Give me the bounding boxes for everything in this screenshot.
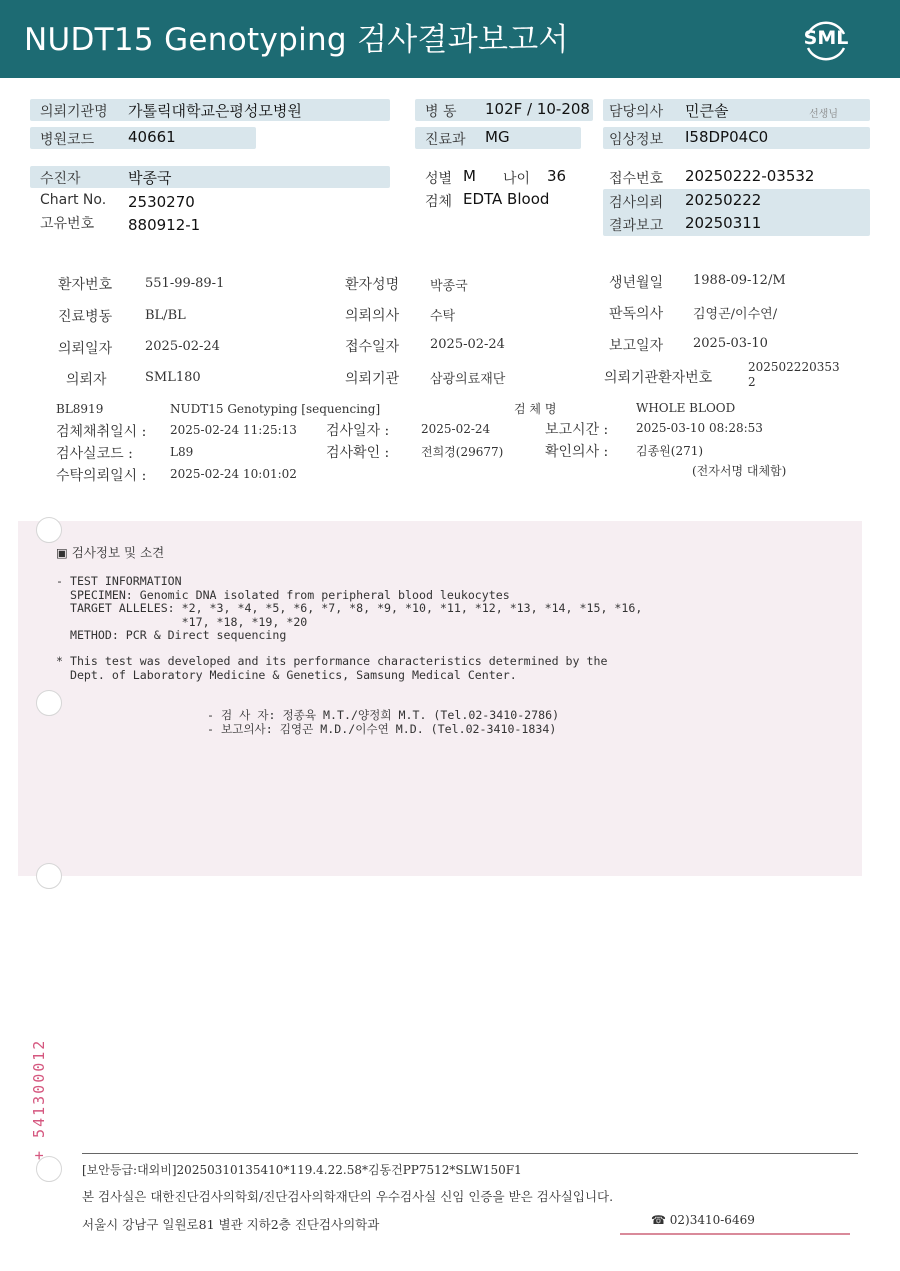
patient-value: 박종국: [128, 169, 172, 187]
age-value: 36: [547, 167, 567, 185]
sml-logo: [800, 14, 852, 66]
confdoc-value: 김종원(271): [636, 444, 704, 458]
findings-line-1: SPECIMEN: Genomic DNA isolated from peripheral blood leukocytes: [56, 587, 510, 602]
recdate-value: 2025-02-24: [430, 337, 505, 352]
chart-label: Chart No.: [40, 192, 107, 208]
ward-value: 102F / 10-208: [485, 100, 590, 118]
reqdoc-label: 의뢰의사: [345, 308, 400, 324]
request-label: 검사의뢰: [609, 195, 664, 211]
findings-staff-0: - 검 사 자: 정종육 M.T./양정희 M.T. (Tel.02-3410-2786): [207, 708, 560, 722]
requester-label: 의뢰자: [66, 372, 107, 388]
result-label: 결과보고: [609, 218, 664, 234]
test-code: BL8919: [56, 402, 104, 416]
result-value: 20250311: [685, 214, 762, 232]
dob-label: 생년월일: [609, 275, 664, 291]
footer-accent-line: [620, 1233, 850, 1235]
patient-pill: [30, 166, 390, 188]
clinical-value: I58DP04C0: [685, 128, 769, 146]
age-label: 나이: [503, 171, 531, 187]
ward2-label: 진료병동: [58, 309, 113, 325]
footer-address: 서울시 강남구 일원로81 별관 지하2층 진단검사의학과: [82, 1217, 380, 1232]
collect-value: 2025-02-24 11:25:13: [170, 423, 297, 437]
confirm-value: 전희경(29677): [421, 445, 504, 459]
esign-note: (전자서명 대체함): [692, 464, 787, 478]
doctor-value: 민큰솔: [685, 102, 729, 120]
orgpid-value-line2: 2: [748, 375, 756, 389]
collect-label: 검체채취일시 :: [56, 424, 147, 440]
labcode-label: 검사실코드 :: [56, 446, 133, 462]
patient-label: 수진자: [40, 171, 81, 187]
pid-label: 환자번호: [58, 277, 113, 293]
unique-value: 880912-1: [128, 216, 201, 234]
consign-label: 수탁의뢰일시 :: [56, 468, 147, 484]
confirm-label: 검사확인 :: [326, 445, 390, 461]
reqdoc-value: 수탁: [430, 309, 456, 324]
org-label: 의뢰기관명: [40, 104, 108, 120]
repdate-label: 보고일자: [609, 338, 664, 354]
reqorg-label: 의뢰기관: [345, 371, 400, 387]
findings-note-0: * This test was developed and its performance characteristics determined by the: [56, 654, 608, 668]
request-value: 20250222: [685, 191, 762, 209]
testdate-value: 2025-02-24: [421, 422, 491, 436]
receipt-value: 20250222-03532: [685, 167, 815, 185]
dept-value: MG: [485, 128, 510, 146]
reqdate-label: 의뢰일자: [58, 341, 113, 357]
consign-value: 2025-02-24 10:01:02: [170, 467, 297, 481]
labcode-value: L89: [170, 445, 194, 459]
findings-staff-1: - 보고의사: 김영곤 M.D./이수연 M.D. (Tel.02-3410-1834): [207, 721, 557, 736]
side-barcode-number: + 541300012: [30, 1038, 48, 1160]
findings-line-2: TARGET ALLELES: *2, *3, *4, *5, *6, *7, *8, *9, *10, *11, *12, *13, *14, *15, *16,: [56, 601, 643, 615]
testdate-label: 검사일자 :: [326, 423, 390, 439]
footer-security: [보안등급:대외비]20250310135410*119.4.22.58*김동건PP7512*SLW150F1: [82, 1163, 522, 1177]
specimen-name-label: 검 체 명: [514, 402, 557, 416]
doctor-suffix: 선생님: [809, 109, 838, 120]
reqorg-value: 삼광의료재단: [430, 372, 506, 387]
findings-note-1: Dept. of Laboratory Medicine & Genetics, Samsung Medical Center.: [56, 667, 517, 682]
chart-value: 2530270: [128, 193, 195, 211]
punch-hole: [36, 517, 62, 543]
repdate-value: 2025-03-10: [693, 336, 768, 351]
ward2-value: BL/BL: [145, 308, 186, 323]
footer-divider: [82, 1153, 858, 1154]
dept-label: 진료과: [425, 132, 466, 148]
pname-label: 환자성명: [345, 277, 400, 293]
reqdate-value: 2025-02-24: [145, 339, 220, 354]
clinical-label: 임상정보: [609, 132, 664, 148]
sex-value: M: [463, 167, 476, 185]
recdate-label: 접수일자: [345, 339, 400, 355]
readdoc-value: 김영곤/이수연/: [693, 307, 778, 322]
unique-label: 고유번호: [40, 216, 95, 232]
punch-hole: [36, 690, 62, 716]
specimen-value: EDTA Blood: [463, 190, 550, 208]
readdoc-label: 판독의사: [609, 306, 664, 322]
findings-line-4: METHOD: PCR & Direct sequencing: [56, 628, 287, 642]
pname-value: 박종국: [430, 279, 468, 294]
footer-phone: ☎ 02)3410-6469: [651, 1213, 755, 1227]
requester-value: SML180: [145, 370, 201, 385]
findings-line-3: *17, *18, *19, *20: [56, 614, 308, 629]
findings-line-0: - TEST INFORMATION: [56, 574, 182, 588]
code-value: 40661: [128, 128, 176, 146]
receipt-label: 접수번호: [609, 171, 664, 187]
orgpid-value-line1: 202502220353: [748, 360, 840, 374]
footer-cert: 본 검사실은 대한진단검사의학회/진단검사의학재단의 우수검사실 신임 인증을 받은 검사실입니다.: [82, 1189, 614, 1204]
test-name: NUDT15 Genotyping [sequencing]: [170, 402, 381, 416]
doctor-label: 담당의사: [609, 104, 664, 120]
logo-text: SML: [803, 27, 849, 49]
dob-value: 1988-09-12/M: [693, 273, 786, 288]
sex-label: 성별: [425, 171, 453, 187]
findings-heading: ▣ 검사정보 및 소견: [56, 545, 165, 560]
report-header: [0, 0, 900, 78]
specimen-name-value: WHOLE BLOOD: [636, 401, 736, 415]
orgpid-label: 의뢰기관환자번호: [604, 370, 713, 386]
ward-label: 병 동: [425, 104, 457, 120]
reptime-label: 보고시간 :: [545, 422, 609, 438]
code-label: 병원코드: [40, 132, 95, 148]
specimen-label: 검체: [425, 194, 453, 210]
reptime-value: 2025-03-10 08:28:53: [636, 421, 763, 435]
org-value: 가톨릭대학교은평성모병원: [128, 102, 302, 120]
confdoc-label: 확인의사 :: [545, 444, 609, 460]
punch-hole: [36, 863, 62, 889]
report-title: NUDT15 Genotyping 검사결과보고서: [24, 22, 569, 58]
pid-value: 551-99-89-1: [145, 276, 225, 291]
